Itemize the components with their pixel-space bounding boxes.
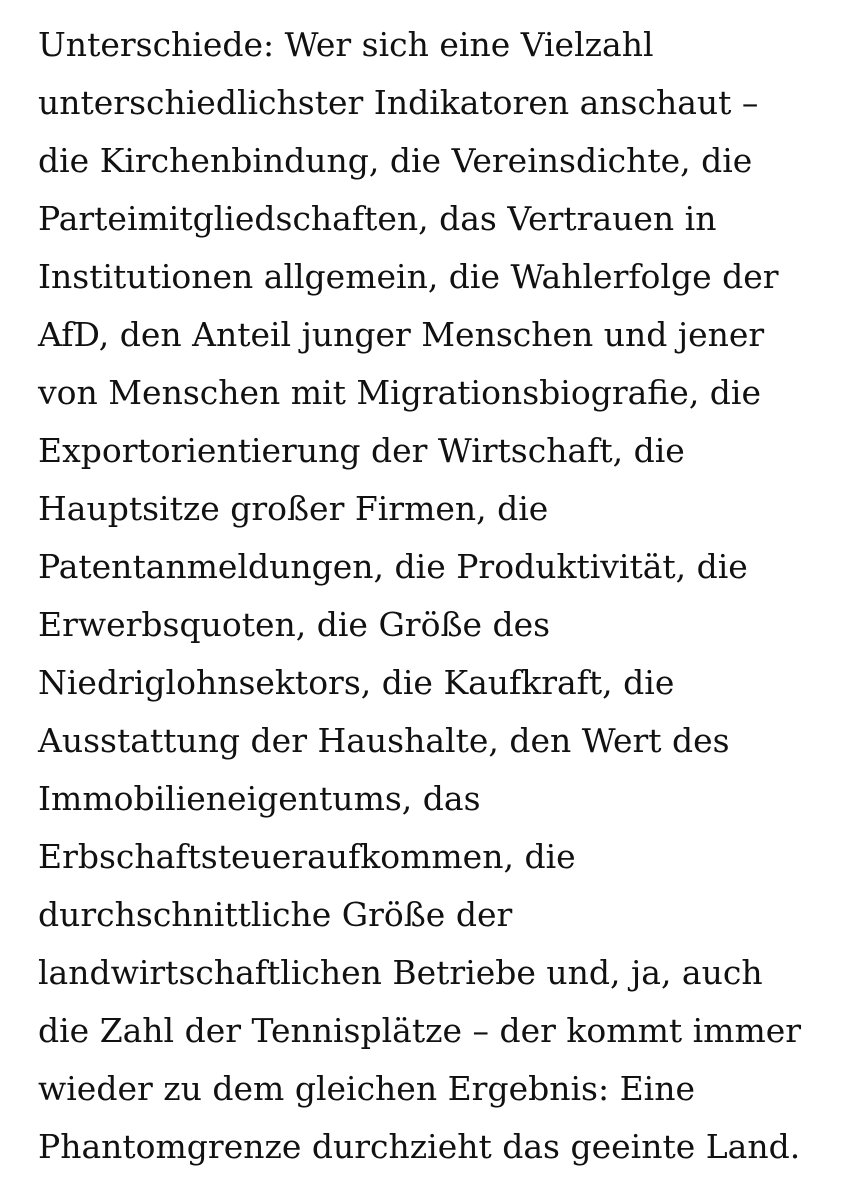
text-line-10: Patentanmeldungen, die Produktivität, die xyxy=(38,547,748,586)
text-line-2: unterschiedlichster Indikatoren anschaut – xyxy=(38,83,759,122)
text-line-7: von Menschen mit Migrationsbiografie, die xyxy=(38,373,762,412)
text-line-11: Erwerbsquoten, die Größe des xyxy=(38,605,551,644)
text-line-1: Unterschiede: Wer sich eine Vielzahl xyxy=(38,25,654,64)
text-line-15: Erbschaftsteueraufkommen, die xyxy=(38,837,576,876)
text-line-19: wieder zu dem gleichen Ergebnis: Eine xyxy=(38,1069,696,1108)
article-paragraph xyxy=(38,16,838,1176)
text-line-6: AfD, den Anteil junger Menschen und jener xyxy=(38,315,765,354)
text-line-16: durchschnittliche Größe der xyxy=(38,895,513,934)
text-line-20: Phantomgrenze durchzieht das geeinte Land. xyxy=(38,1127,801,1166)
text-line-14: Immobilieneigentums, das xyxy=(38,779,481,818)
text-line-13: Ausstattung der Haushalte, den Wert des xyxy=(38,721,730,760)
text-line-5: Institutionen allgemein, die Wahlerfolge der xyxy=(38,257,779,296)
text-line-3: die Kirchenbindung, die Vereinsdichte, die xyxy=(38,141,753,180)
text-line-9: Hauptsitze großer Firmen, die xyxy=(38,489,549,528)
text-line-8: Exportorientierung der Wirtschaft, die xyxy=(38,431,685,470)
text-line-17: landwirtschaftlichen Betriebe und, ja, auch xyxy=(38,953,763,992)
text-line-12: Niedriglohnsektors, die Kaufkraft, die xyxy=(38,663,675,702)
text-line-18: die Zahl der Tennisplätze – der kommt immer xyxy=(38,1011,802,1050)
text-line-4: Parteimitgliedschaften, das Vertrauen in xyxy=(38,199,717,238)
